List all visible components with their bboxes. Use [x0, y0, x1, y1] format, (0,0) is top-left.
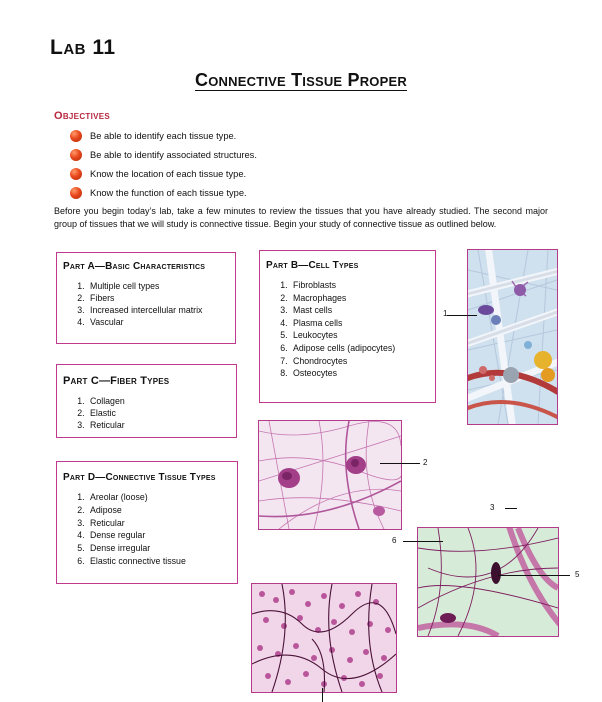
list-item: 5. Leukocytes [290, 329, 435, 342]
objectives-heading: Objectives [54, 110, 111, 122]
objective-item [70, 165, 257, 184]
list-item: 1. Fibroblasts [290, 279, 435, 292]
list-item: 6. Elastic connective tissue [87, 555, 237, 568]
micrograph-graphic-3 [252, 584, 396, 692]
part-d-list [63, 491, 237, 568]
page-title-text: Connective Tissue Proper [195, 70, 407, 90]
micrograph-graphic-2 [418, 528, 558, 636]
part-a-list [63, 280, 235, 328]
part-d-title: Part D—Connective Tissue Types [63, 472, 216, 483]
lab-number: Lab 11 [50, 36, 116, 59]
objectives-list [70, 127, 257, 203]
callout-line-6 [403, 541, 443, 542]
list-item: 2. Fibers [87, 292, 235, 304]
list-item: 6. Adipose cells (adipocytes) [290, 342, 435, 355]
part-b-list [266, 279, 435, 380]
callout-line-1 [447, 315, 477, 316]
list-item: 3. Mast cells [290, 304, 435, 317]
callout-number-3: 3 [490, 503, 495, 512]
list-item: 8. Osteocytes [290, 367, 435, 380]
illustration-graphic [468, 250, 557, 424]
list-item: 1. Collagen [87, 395, 236, 407]
callout-number-5: 5 [575, 570, 580, 579]
list-item: 2. Elastic [87, 407, 236, 419]
list-item: 4. Dense regular [87, 529, 237, 542]
part-a-box [56, 252, 236, 344]
callout-line-2 [380, 463, 420, 464]
callout-number-2: 2 [423, 458, 428, 467]
list-item: 3. Increased intercellular matrix [87, 304, 235, 316]
callout-number-6: 6 [392, 536, 397, 545]
objective-text: Be able to identify associated structures. [90, 150, 257, 160]
part-d-box [56, 461, 238, 584]
callout-line-5 [498, 575, 570, 576]
part-c-box [56, 364, 237, 438]
list-item: 3. Reticular [87, 517, 237, 530]
list-item: 4. Vascular [87, 316, 235, 328]
bullet-icon [70, 187, 82, 199]
callout-line-3 [505, 508, 517, 509]
micrograph-mast-cells [417, 527, 559, 637]
micrograph-reticular [251, 583, 397, 693]
part-a-title: Part A—Basic Characteristics [63, 261, 206, 272]
list-item: 5. Dense irregular [87, 542, 237, 555]
micrograph-graphic [259, 421, 401, 529]
connective-tissue-illustration [467, 249, 558, 425]
part-c-title: Part C—Fiber Types [63, 375, 170, 387]
list-item: 2. Adipose [87, 504, 237, 517]
objective-text: Know the function of each tissue type. [90, 188, 247, 198]
bullet-icon [70, 149, 82, 161]
list-item: 2. Macrophages [290, 292, 435, 305]
list-item: 1. Multiple cell types [87, 280, 235, 292]
objective-item [70, 127, 257, 146]
list-item: 7. Chondrocytes [290, 355, 435, 368]
intro-paragraph: Before you begin today’s lab, take a few minutes to review the tissues that you have already studied. The second major group of tissues that we will study is connective tissue. Begin your study of connective tissue as outlined below. [54, 206, 548, 229]
bullet-icon [70, 168, 82, 180]
part-b-title: Part B—Cell Types [266, 260, 359, 271]
bullet-icon [70, 130, 82, 142]
callout-number-1: 1 [443, 309, 448, 318]
list-item: 1. Areolar (loose) [87, 491, 237, 504]
page-title [0, 70, 602, 91]
objective-item [70, 146, 257, 165]
list-item: 4. Plasma cells [290, 317, 435, 330]
objective-text: Know the location of each tissue type. [90, 169, 247, 179]
part-b-box [259, 250, 436, 403]
micrograph-areolar [258, 420, 402, 530]
list-item: 3. Reticular [87, 419, 236, 431]
objective-item [70, 184, 257, 203]
objective-text: Be able to identify each tissue type. [90, 131, 237, 141]
part-c-list [63, 395, 236, 431]
